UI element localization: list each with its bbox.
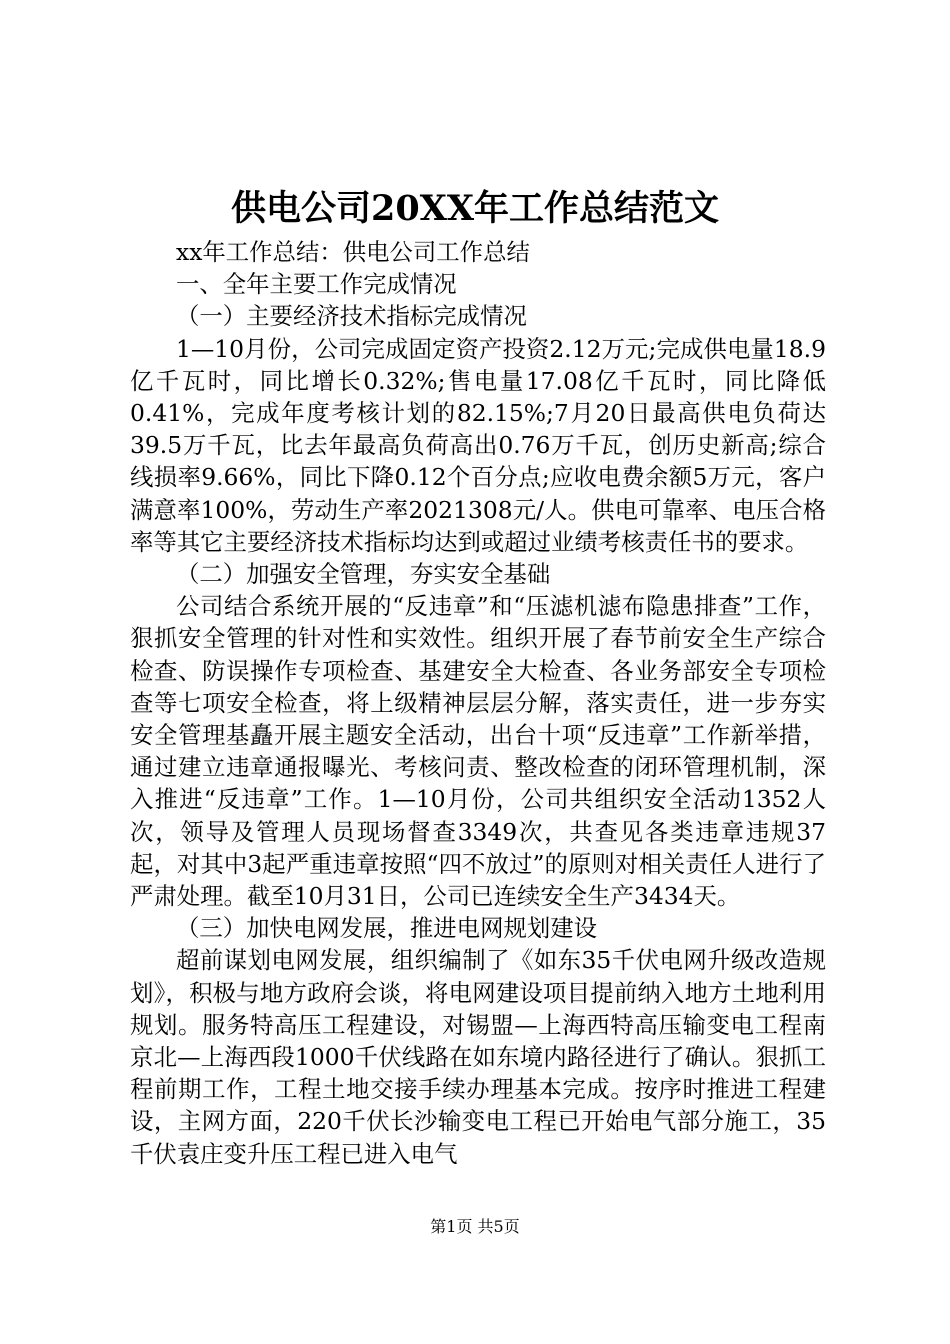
paragraph-grid: 超前谋划电网发展，组织编制了《如东35千伏电网升级改造规划》，积极与地方政府会谈，将电网建设项目提前纳入地方土地利用规划。服务特高压工程建设，对锡盟—上海西特高压输变电工程南京北—上海西段1000千伏线路在如东境内路径进行了确认。狠抓工程前期工作，工程土地交接手续办理基本完成。按序时推进工程建设，主网方面，220千伏长沙输变电工程已开始电气部分施工，35千伏袁庄变升压工程已进入电气 — [130, 946, 826, 1168]
document-body — [130, 236, 826, 1170]
subsection-heading-3: （三）加快电网发展，推进电网规划建设 — [176, 914, 598, 943]
paragraph-safety: 公司结合系统开展的“反违章”和“压滤机滤布隐患排查”工作，狠抓安全管理的针对性和实效性。组织开展了春节前安全生产综合检查、防误操作专项检查、基建安全大检查、各业务部安全专项检查等七项安全检查，将上级精神层层分解，落实责任，进一步夯实安全管理基矗开展主题安全活动，出台十项“反违章”工作新举措，通过建立违章通报曝光、考核问责、整改检查的闭环管理机制，深入推进“反违章”工作。1—10月份，公司共组织安全活动1352人次，领导及管理人员现场督查3349次，共查见各类违章违规37起，对其中3起严重违章按照“四不放过”的原则对相关责任人进行了严肃处理。截至10月31日，公司已连续安全生产3434天。 — [130, 592, 826, 911]
section-heading-1: 一、全年主要工作完成情况 — [176, 270, 457, 299]
paragraph-indicators: 1—10月份，公司完成固定资产投资2.12万元;完成供电量18.9亿千瓦时，同比增长0.32%;售电量17.08亿千瓦时，同比降低0.41%，完成年度考核计划的82.15%;7月20日最高供电负荷达39.5万千瓦，比去年最高负荷高出0.76万千瓦，创历史新高;综合线损率9.66%，同比下降0.12个百分点;应收电费余额5万元，客户满意率100%，劳动生产率2021308元/人。供电可靠率、电压合格率等其它主要经济技术指标均达到或超过业绩考核责任书的要求。 — [130, 334, 826, 556]
page-footer: 第1页 共5页 — [430, 1217, 520, 1236]
subsection-heading-2: （二）加强安全管理，夯实安全基础 — [176, 560, 551, 589]
paragraph-intro: xx年工作总结：供电公司工作总结 — [176, 238, 530, 266]
document-title: 供电公司20XX年工作总结范文 — [230, 188, 720, 229]
subsection-heading-1: （一）主要经济技术指标完成情况 — [176, 302, 527, 331]
